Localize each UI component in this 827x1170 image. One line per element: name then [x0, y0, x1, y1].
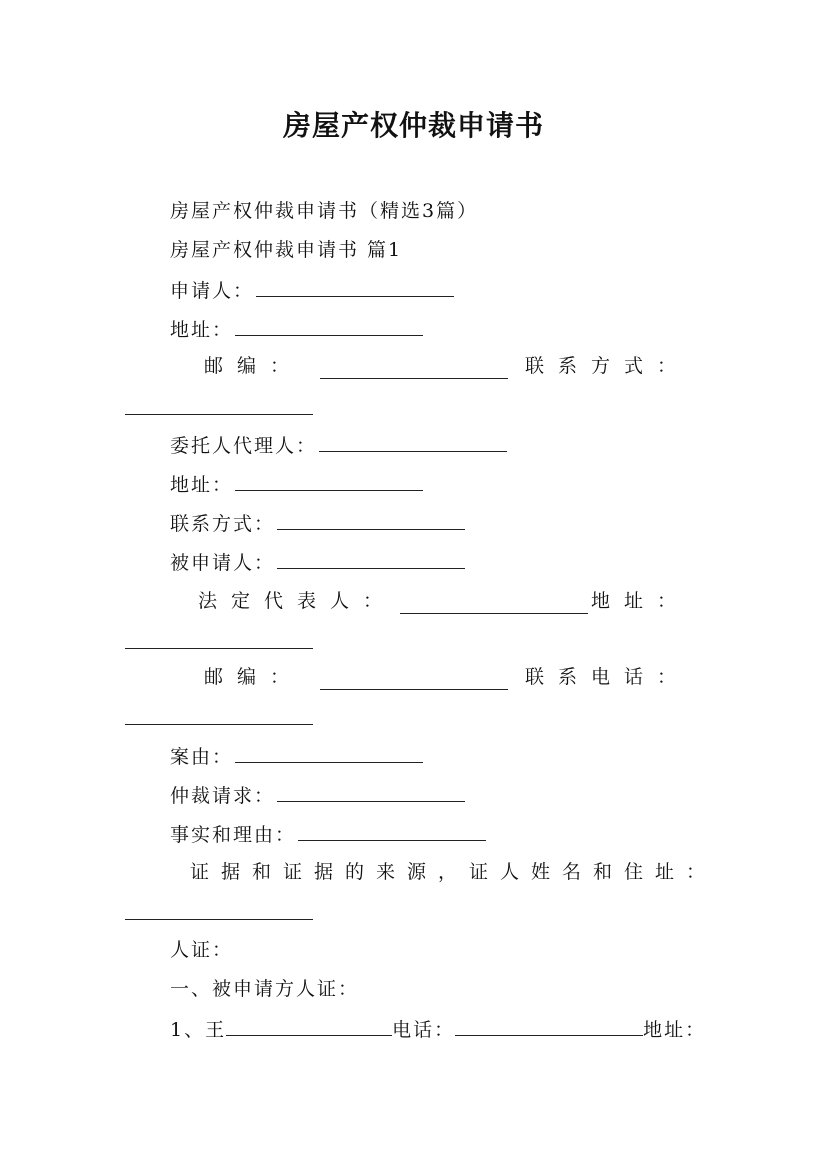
respondent-witness-heading: 一、被申请方人证： [170, 978, 360, 1000]
witness-phone-blank[interactable] [455, 1015, 643, 1036]
postcode-label-2: 邮编： [204, 666, 304, 688]
cause-label: 案由： [170, 746, 234, 768]
witness-phone-label: 电话： [392, 1019, 456, 1041]
agent-contact-row [170, 509, 465, 535]
witness-item-1-prefix: 1、王 [170, 1019, 227, 1041]
address-blank[interactable] [235, 315, 423, 336]
applicant-row [170, 276, 454, 302]
claims-label: 仲裁请求： [170, 785, 276, 807]
postcode-blank-2[interactable] [320, 669, 508, 690]
agent-blank[interactable] [319, 431, 507, 452]
witness-heading: 人证： [170, 939, 234, 961]
facts-blank[interactable] [298, 820, 486, 841]
facts-label: 事实和理由： [170, 824, 297, 846]
legal-rep-address-blank[interactable] [125, 647, 313, 649]
postcode-phone-row [204, 664, 690, 690]
respondent-blank[interactable] [277, 548, 465, 569]
postcode-blank[interactable] [320, 358, 508, 379]
claims-row [170, 781, 465, 807]
witness-address-label: 地址： [643, 1019, 707, 1041]
claims-blank[interactable] [277, 781, 465, 802]
phone-blank[interactable] [125, 723, 313, 725]
agent-contact-label: 联系方式： [170, 513, 276, 535]
postcode-label: 邮编： [204, 355, 304, 377]
agent-address-blank[interactable] [235, 470, 423, 491]
phone-label: 联系电话： [524, 666, 690, 688]
contact-method-label: 联系方式： [524, 355, 690, 377]
contact-method-blank[interactable] [125, 413, 313, 415]
agent-contact-blank[interactable] [277, 509, 465, 530]
legal-rep-address-label: 地址： [590, 590, 690, 612]
agent-row [170, 431, 507, 457]
evidence-label: 证据和证据的来源，证人姓名和住址： [190, 861, 718, 883]
legal-rep-blank[interactable] [400, 593, 588, 614]
facts-row [170, 820, 486, 846]
legal-rep-row [198, 588, 690, 614]
respondent-label: 被申请人： [170, 552, 276, 574]
applicant-label: 申请人： [170, 280, 255, 302]
respondent-row [170, 548, 465, 574]
address-row [170, 315, 423, 341]
cause-row [170, 742, 423, 768]
legal-rep-label: 法定代表人： [198, 590, 397, 612]
agent-address-row [170, 470, 423, 496]
section-heading: 房屋产权仲裁申请书 篇1 [170, 239, 403, 261]
cause-blank[interactable] [235, 742, 423, 763]
agent-address-label: 地址： [170, 474, 234, 496]
agent-label: 委托人代理人： [170, 435, 318, 457]
witness-item-1 [170, 1015, 706, 1041]
address-label: 地址： [170, 319, 234, 341]
document-title: 房屋产权仲裁申请书 [282, 109, 544, 142]
evidence-blank[interactable] [125, 918, 313, 920]
applicant-blank[interactable] [256, 276, 454, 297]
document-subtitle: 房屋产权仲裁申请书（精选3篇） [170, 200, 479, 222]
witness-name-blank[interactable] [226, 1015, 392, 1036]
evidence-row [190, 859, 717, 885]
postcode-contact-row [204, 353, 690, 379]
